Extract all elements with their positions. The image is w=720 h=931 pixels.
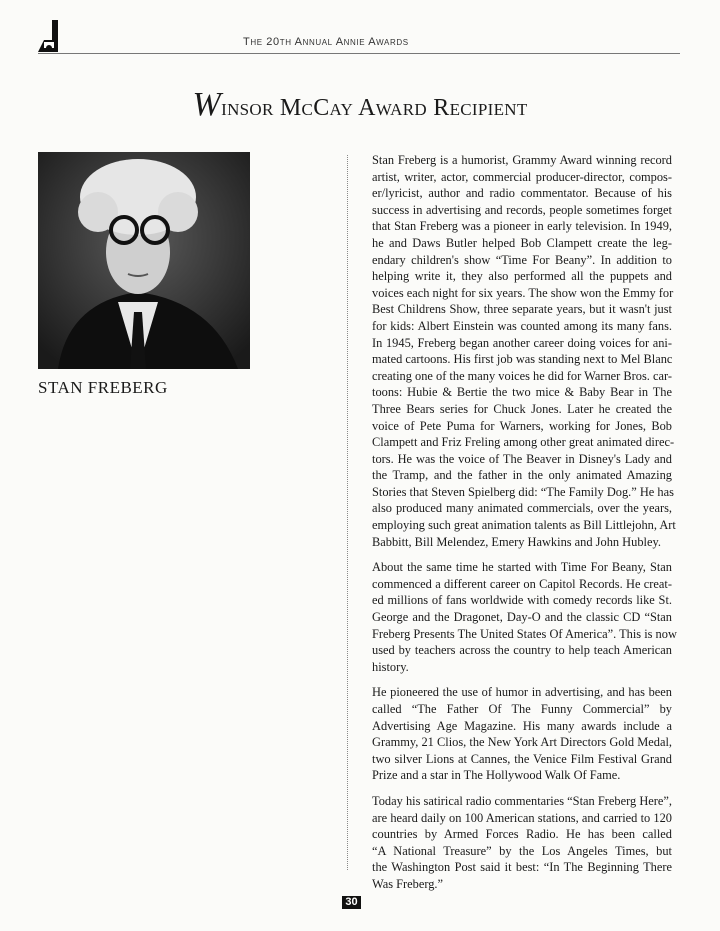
text-line: voices each night for six years. The show won the Emmy for [372, 285, 674, 300]
portrait-photo [38, 152, 250, 369]
title-rest: insor McCay Award Recipient [221, 95, 528, 121]
article-body [372, 152, 677, 902]
text-line: Freberg Presents The United States Of America”. This is now [372, 626, 677, 641]
article-paragraph [372, 152, 676, 550]
running-header: The 20th Annual Annie Awards [243, 36, 409, 48]
text-line: employing such great animation talents as Bill Littlejohn, Art [372, 518, 676, 533]
article-paragraph [372, 793, 672, 893]
column-divider [347, 155, 348, 870]
text-line: he and Daws Butler helped Bob Clampett create the leg- [372, 235, 672, 250]
text-line: are heard daily on 100 American stations, and carried to 120 [372, 810, 672, 825]
annie-awards-logo [38, 20, 66, 52]
text-line: In 1945, Freberg began another career doing voices for ani- [372, 335, 672, 350]
text-line: toons: Hubie & Bertie the two mice & Baby Bear in The [372, 385, 672, 400]
header-rule [38, 53, 680, 54]
text-line: commenced a different career on Capitol Records. He creat- [372, 576, 672, 591]
text-line: the Tramp, and the father in the only animated Amazing [372, 468, 672, 483]
text-line: used by teachers across the country to help teach American [372, 643, 672, 658]
text-line: Three Bears series for Chuck Jones. Later he created the [372, 401, 672, 416]
text-line: Prize and a star in The Hollywood Walk Of Fame. [372, 768, 621, 783]
text-line: mated cartoons. His first job was standing next to Mel Blanc [372, 352, 673, 367]
text-line: George and the Dragonet, Day-O and the classic CD “Stan [372, 610, 672, 625]
text-line: ed millions of fans worldwide with comedy records like St. [372, 593, 672, 608]
text-line: Best Childrens Show, three separate years, but it wasn't just [372, 302, 672, 317]
text-line: voice of Pete Puma for Warners, working for Jones, Bob [372, 418, 672, 433]
text-line: that Stan Freberg was a pioneer in early television. In 1949, [372, 219, 672, 234]
text-line: history. [372, 659, 409, 674]
text-line: tors. He was the voice of The Beaver in Disney's Lady and [372, 451, 672, 466]
text-line: artist, writer, actor, commercial producer-director, compos- [372, 169, 672, 184]
text-line: creating one of the many voices he did for Warner Bros. car- [372, 368, 672, 383]
text-line: Grammy, 21 Clios, the New York Art Directors Gold Medal, [372, 735, 672, 750]
text-line: “A National Treasure” by the Los Angeles Times, but [372, 843, 672, 858]
title-initial: W [192, 86, 222, 123]
text-line: Clampett and Friz Freling among other great animated direc- [372, 435, 675, 450]
article-paragraph [372, 559, 677, 675]
text-line: also produced many animated commercials, over the years, [372, 501, 672, 516]
page-title [0, 86, 720, 124]
text-line: Babbitt, Bill Melendez, Emery Hawkins and John Hubley. [372, 534, 661, 549]
text-line: success in advertising and records, people sometimes forget [372, 202, 672, 217]
page-number: 30 [342, 896, 361, 909]
recipient-name: STAN FREBERG [38, 378, 168, 397]
text-line: Stan Freberg is a humorist, Grammy Award winning record [372, 153, 672, 167]
text-line: the Washington Post said it best: “In The Beginning There [372, 860, 672, 875]
text-line: two silver Lions at Cannes, the Venice Film Festival Grand [372, 751, 672, 766]
text-line: He pioneered the use of humor in advertising, and has been [372, 685, 672, 700]
text-line: er/lyricist, author and radio commentator. Because of his [372, 186, 672, 201]
text-line: countries by Armed Forces Radio. He has been called [372, 827, 672, 842]
text-line: About the same time he started with Time For Beany, Stan [372, 560, 672, 575]
text-line: Advertising Age Magazine. His many awards include a [372, 718, 672, 733]
text-line: for kids: Albert Einstein was counted among its many fans. [372, 318, 672, 333]
text-line: Stories that Steven Spielberg did: “The Family Dog.” He has [372, 484, 674, 499]
text-line: Was Freberg.” [372, 876, 444, 891]
text-line: called “The Father Of The Funny Commercial” by [372, 702, 672, 716]
text-line: Today his satirical radio commentaries “Stan Freberg Here”, [372, 793, 672, 808]
article-paragraph [372, 684, 672, 784]
text-line: helping write it, they also performed all the puppets and [372, 269, 672, 284]
text-line: endary children's show “Time For Beany”. In addition to [372, 252, 672, 267]
